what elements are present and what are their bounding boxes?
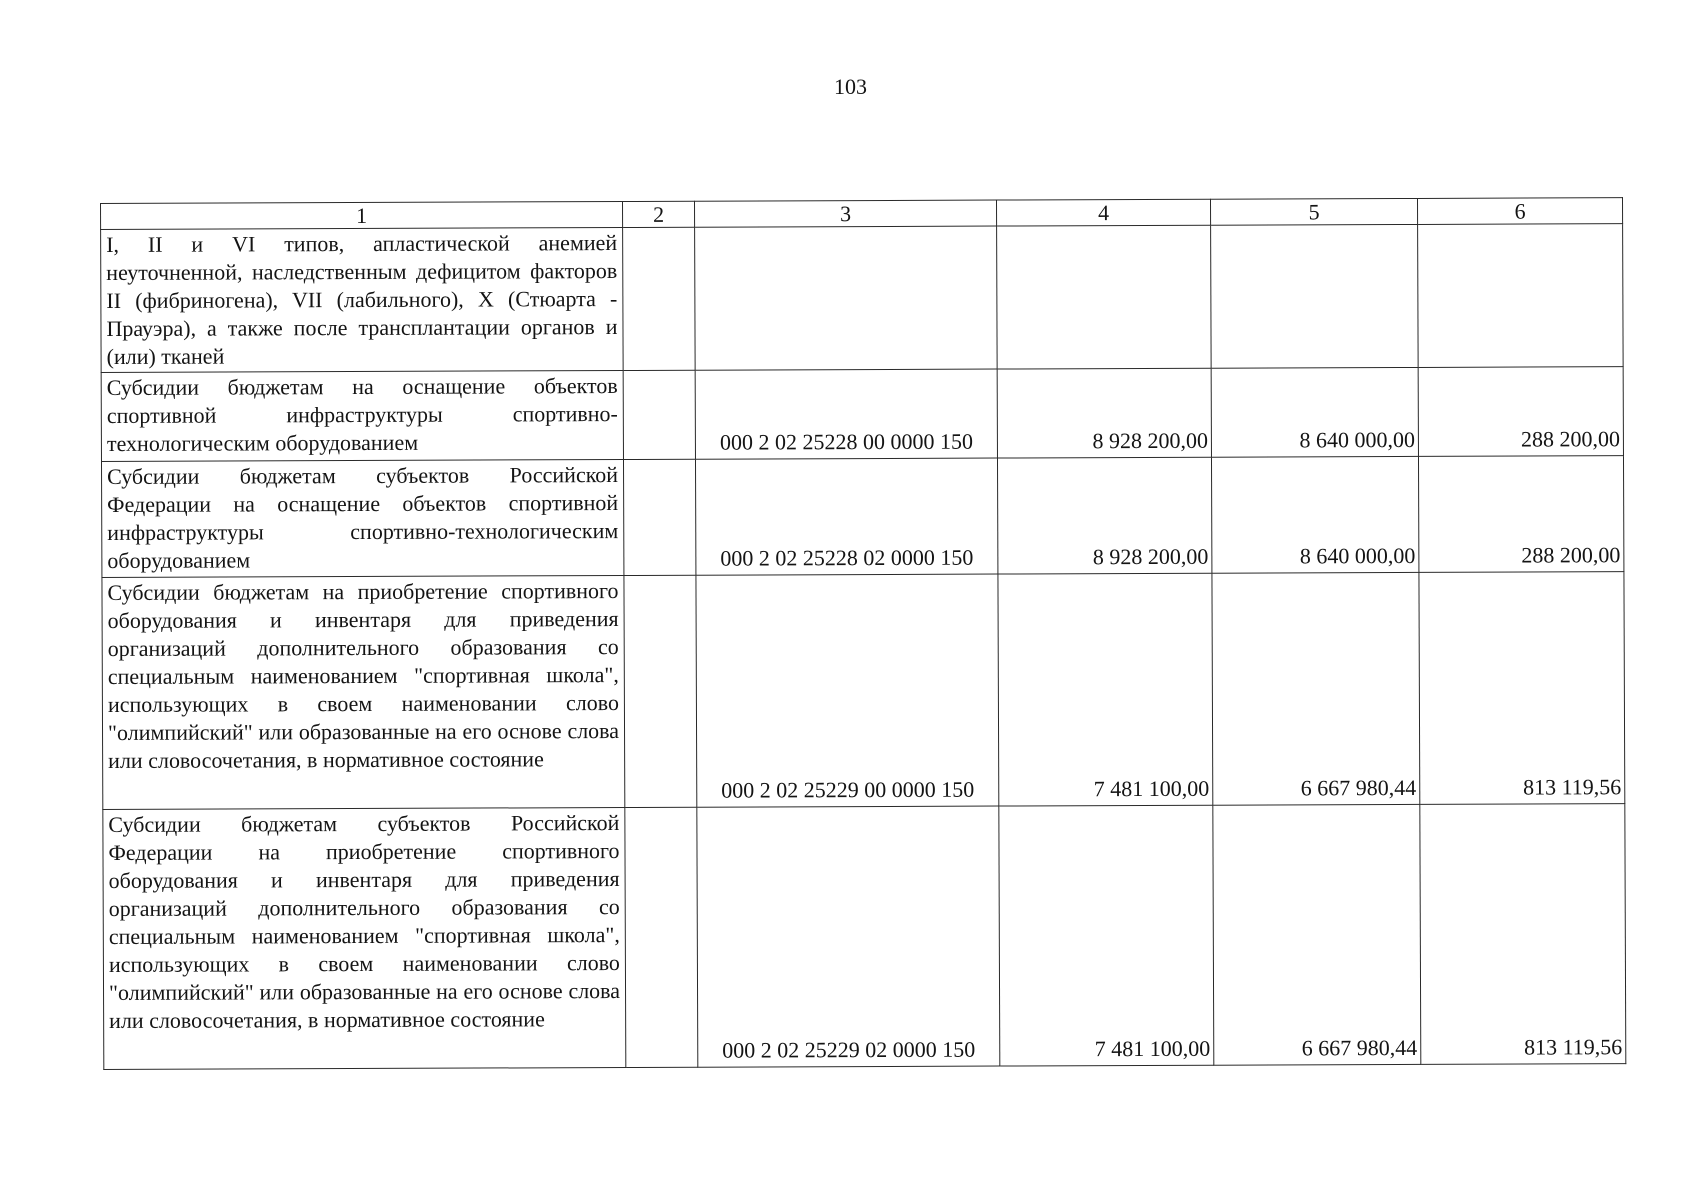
amount-col6: 288 200,00 xyxy=(1418,456,1623,573)
amount-col5 xyxy=(1211,224,1419,368)
column-header: 2 xyxy=(622,201,694,227)
row-col2 xyxy=(623,370,695,459)
amount-col4: 7 481 100,00 xyxy=(999,805,1214,1066)
row-description: I, II и VI типов, апластической анемией неуточненной, наследственным дефицитом факторов II (фибриногена), VII (лабильного), X (Стюарта - Прауэра), а также после трансплантации органов и (или) тканей xyxy=(101,227,624,372)
amount-col4: 8 928 200,00 xyxy=(997,368,1211,458)
table-row xyxy=(102,572,1625,810)
row-description: Субсидии бюджетам субъектов Российской Федерации на приобретение спортивного оборудования и инвентаря для приведения организаций дополнительного образования со специальным наименованием "спортивная школа", использующих в своем наименовании слово "олимпийский" или образованные на его основе слова или словосочетания, в нормативное состояние xyxy=(103,807,626,1069)
amount-col5: 8 640 000,00 xyxy=(1211,367,1418,457)
budget-table xyxy=(100,197,1626,1070)
amount-col5: 6 667 980,44 xyxy=(1212,572,1420,805)
amount-col6: 813 119,56 xyxy=(1419,572,1625,805)
budget-code: 000 2 02 25228 02 0000 150 xyxy=(695,458,997,575)
row-col2 xyxy=(623,227,696,370)
row-description: Субсидии бюджетам на оснащение объектов спортивной инфраструктуры спортивно-технологическим оборудованием xyxy=(101,370,623,461)
amount-col5: 6 667 980,44 xyxy=(1213,804,1421,1065)
budget-code xyxy=(695,226,998,370)
table-row xyxy=(101,367,1623,462)
table-row xyxy=(101,456,1623,578)
row-description: Субсидии бюджетам на приобретение спортивного оборудования и инвентаря для приведения организаций дополнительного образования со специальным наименованием "спортивная школа", использующих в своем наименовании слово "олимпийский" или образованные на его основе слова или словосочетания, в нормативное состояние xyxy=(102,575,625,809)
amount-col6 xyxy=(1418,224,1624,368)
amount-col4: 8 928 200,00 xyxy=(997,457,1211,574)
column-header: 3 xyxy=(694,200,996,227)
table-row xyxy=(103,804,1626,1070)
row-description: Субсидии бюджетам субъектов Российской Федерации на оснащение объектов спортивной инфраструктуры спортивно-технологическим оборудованием xyxy=(101,459,623,577)
amount-col6: 813 119,56 xyxy=(1420,804,1626,1065)
column-header: 6 xyxy=(1417,198,1622,225)
amount-col4 xyxy=(997,225,1212,369)
row-col2 xyxy=(624,575,697,807)
row-col2 xyxy=(623,459,695,575)
budget-code: 000 2 02 25228 00 0000 150 xyxy=(695,369,997,459)
budget-code: 000 2 02 25229 02 0000 150 xyxy=(697,806,1000,1067)
amount-col5: 8 640 000,00 xyxy=(1211,456,1418,573)
column-header: 1 xyxy=(101,201,623,229)
amount-col6: 288 200,00 xyxy=(1418,367,1623,457)
amount-col4: 7 481 100,00 xyxy=(998,573,1213,806)
column-header: 5 xyxy=(1210,198,1417,225)
row-col2 xyxy=(625,807,698,1067)
table-row xyxy=(101,224,1624,373)
budget-code: 000 2 02 25229 00 0000 150 xyxy=(696,574,999,807)
page-number: 103 xyxy=(834,74,867,99)
column-header: 4 xyxy=(996,199,1210,226)
